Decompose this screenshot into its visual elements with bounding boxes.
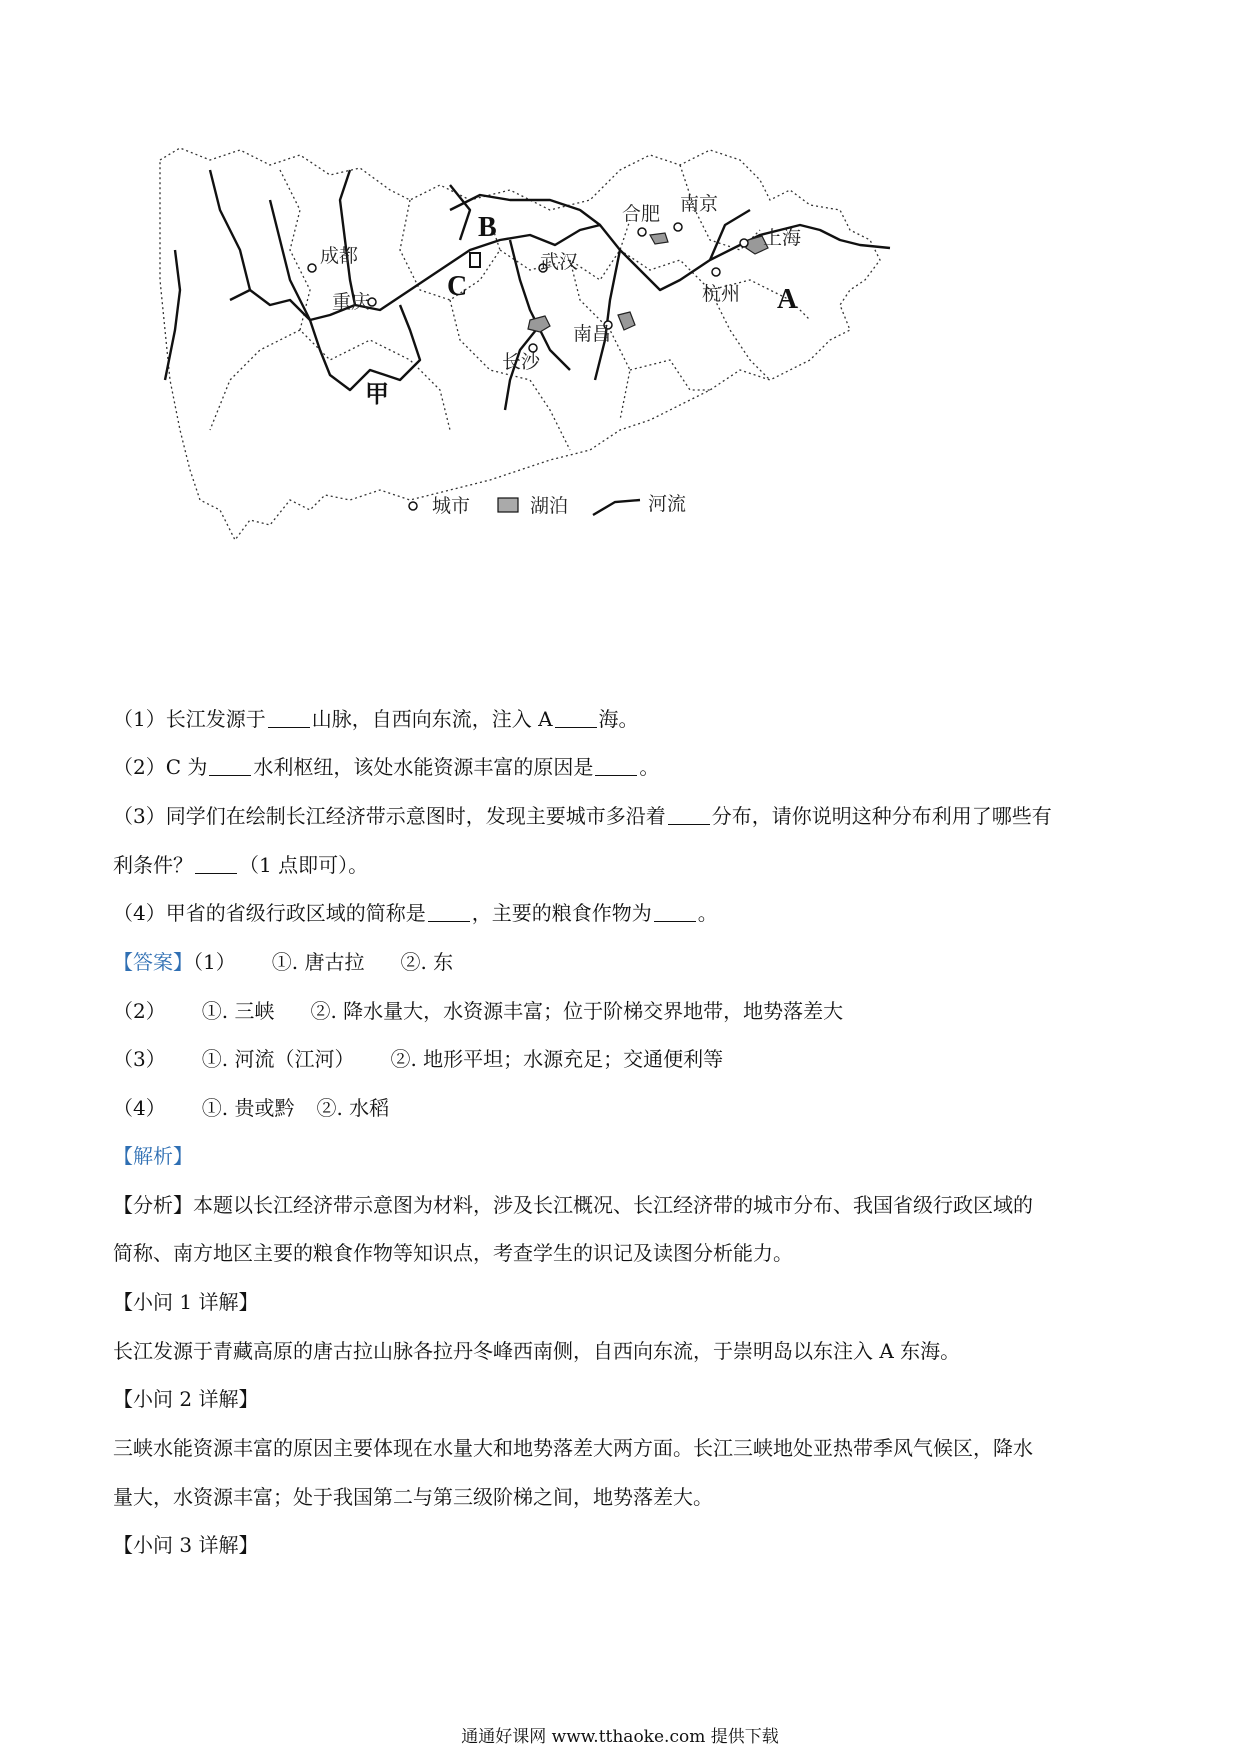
answer-4-part-2: ②. 水稻	[316, 1096, 390, 1120]
marker-b: B	[478, 212, 497, 243]
city-wuhan: 武汉	[540, 251, 579, 273]
answer-tag: 【答案】	[113, 950, 193, 974]
answer-1-num: （1）	[193, 950, 236, 974]
chaohu-lake	[650, 233, 668, 244]
q1-text: （1）长江发源于	[113, 707, 266, 731]
q1-blank-2	[555, 709, 597, 728]
analysis-fenxi-line-2: 简称、南方地区主要的粮食作物等知识点，考查学生的识记及读图分析能力。	[113, 1241, 793, 1265]
q1-text-end: 海。	[598, 707, 639, 731]
answer-3-part-2: ②. 地形平坦；水源充足；交通便利等	[390, 1047, 724, 1071]
city-hefei: 合肥	[622, 203, 661, 225]
q2-text: （2）C 为	[113, 755, 208, 779]
answer-4-part-1: ①. 贵或黔	[201, 1096, 295, 1120]
city-nanjing: 南京	[680, 193, 719, 215]
legend-city-label: 城市	[432, 495, 471, 517]
answer-line-2	[113, 998, 843, 1024]
three-gorges-dam-marker	[470, 253, 480, 267]
q4-text-end: 。	[697, 901, 718, 925]
q3-text-end: （1 点即可）。	[239, 853, 369, 877]
poyang-lake	[618, 312, 635, 330]
answer-2-part-1: ①. 三峡	[201, 999, 275, 1023]
q4-text-mid: ，主要的粮食作物为	[471, 901, 652, 925]
answer-2-part-2: ②. 降水量大，水资源丰富；位于阶梯交界地带，地势落差大	[310, 999, 844, 1023]
q2-text-end: 。	[639, 755, 660, 779]
analysis-fenxi-line-1: 【分析】本题以长江经济带示意图为材料，涉及长江概况、长江经济带的城市分布、我国省级行政区域的	[113, 1193, 1033, 1217]
q1-text-mid: 山脉，自西向东流，注入 A	[311, 707, 553, 731]
q2-text-mid: 水利枢纽，该处水能资源丰富的原因是	[253, 755, 594, 779]
q4-blank-1	[428, 903, 470, 922]
answer-3-part-1: ①. 河流（江河）	[201, 1047, 355, 1071]
answer-line-4	[113, 1095, 389, 1121]
yangtze-economic-belt-map	[150, 130, 910, 620]
answer-1-part-2: ②. 东	[400, 950, 454, 974]
question-3-line-2	[113, 852, 368, 878]
marker-c: C	[447, 271, 468, 302]
question-3-line-1	[113, 803, 1052, 829]
sub-question-2-title: 【小问 2 详解】	[113, 1387, 259, 1411]
city-points	[308, 223, 748, 352]
q3-text-mid: 分布，请你说明这种分布利用了哪些有	[711, 804, 1052, 828]
sub-question-3-title: 【小问 3 详解】	[113, 1533, 259, 1557]
q1-blank-1	[268, 709, 310, 728]
city-chengdu: 成都	[320, 245, 359, 267]
sub-question-1-text: 长江发源于青藏高原的唐古拉山脉各拉丹冬峰西南侧，自西向东流，于崇明岛以东注入 A 东海。	[113, 1339, 961, 1363]
q3-text: （3）同学们在绘制长江经济带示意图时，发现主要城市多沿着	[113, 804, 666, 828]
sub-question-2-line-1: 三峡水能资源丰富的原因主要体现在水量大和地势落差大两方面。长江三峡地处亚热带季风气候区，降水	[113, 1436, 1033, 1460]
answer-4-num: （4）	[113, 1096, 166, 1120]
q3-blank-2	[195, 855, 237, 874]
sub-question-2-line-2: 量大，水资源丰富；处于我国第二与第三级阶梯之间，地势落差大。	[113, 1485, 713, 1509]
map-legend	[409, 493, 686, 517]
page-footer: 通通好课网 www.tthaoke.com 提供下载	[461, 1727, 779, 1747]
question-4	[113, 900, 718, 926]
q4-text: （4）甲省的省级行政区域的简称是	[113, 901, 426, 925]
question-2	[113, 754, 659, 780]
sub-question-1-title: 【小问 1 详解】	[113, 1290, 259, 1314]
marker-jia: 甲	[365, 380, 389, 408]
q2-blank-1	[209, 757, 251, 776]
q3-text-2: 利条件？	[113, 853, 193, 877]
city-shanghai: 上海	[763, 227, 802, 249]
q4-blank-2	[654, 903, 696, 922]
analysis-tag: 【解析】	[113, 1144, 193, 1168]
city-nanchang: 南昌	[573, 323, 612, 345]
city-changsha: 长沙	[502, 351, 541, 373]
answer-line-1	[113, 949, 453, 975]
answer-line-3	[113, 1046, 723, 1072]
legend-river-label: 河流	[648, 493, 687, 515]
legend-lake-label: 湖泊	[530, 495, 569, 517]
city-hangzhou: 杭州	[702, 283, 741, 305]
q3-blank-1	[668, 806, 710, 825]
dongting-lake	[528, 316, 550, 332]
answer-2-num: （2）	[113, 999, 166, 1023]
province-boundaries	[160, 148, 880, 540]
question-1	[113, 706, 639, 732]
q2-blank-2	[595, 757, 637, 776]
answer-3-num: （3）	[113, 1047, 166, 1071]
city-chongqing: 重庆	[332, 291, 371, 313]
answer-1-part-1: ①. 唐古拉	[271, 950, 365, 974]
marker-a: A	[777, 284, 798, 315]
